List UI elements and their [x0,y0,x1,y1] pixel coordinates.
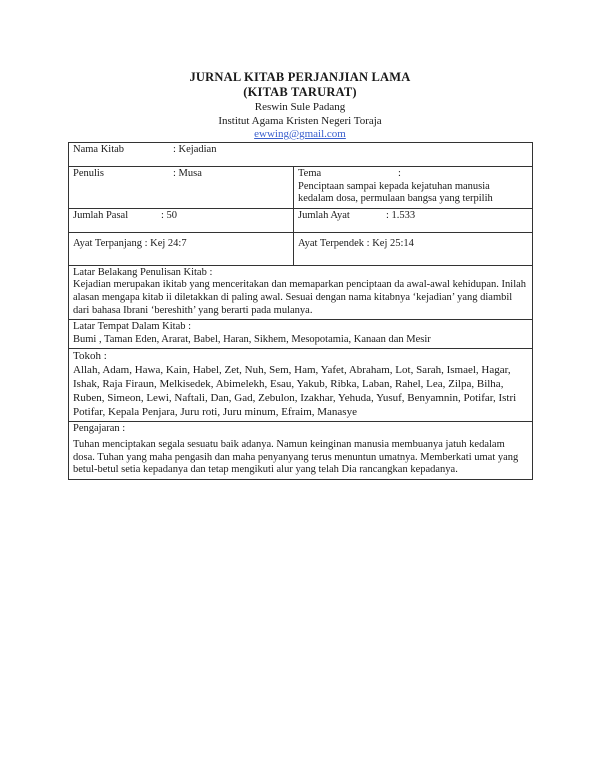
document-header [0,70,600,141]
jumlah-pasal-value: : 50 [161,209,178,221]
tokoh-text: Allah, Adam, Hawa, Kain, Habel, Zet, Nuh, Sem, Ham, Yafet, Abraham, Lot, Sarah, Ismael, Hagar, Ishak, Raja Firaun, Melkisedek, Abimelekh, Esau, Yakub, Ribka, Laban, Rahel, Lea, Zilpa, Bilha, Ruben, Simeon, Lewi, Naftali, Dan, Gad, Zebulon, Izakhar, Yehuda, Yusuf, Benyamnin, Potifar, Istri Potifar, Kepala Penjara, Juru roti, Juru minum, Efraim, Manasye [73,364,517,418]
jumlah-pasal-label: Jumlah Pasal [73,209,129,221]
cell-nama-kitab [69,143,533,167]
cell-latar-tempat [69,320,533,349]
row-tokoh [69,349,533,422]
journal-table [68,142,533,480]
jumlah-ayat-label: Jumlah Ayat [298,209,350,221]
nama-kitab-value: : Kejadian [173,144,217,155]
cell-latar-belakang [69,265,533,319]
row-nama-kitab [69,143,533,167]
email-link[interactable]: ewwing@gmail.com [254,128,346,140]
ayat-terpendek: Ayat Terpendek : Kej 25:14 [298,237,414,249]
tema-label: Tema [298,168,322,179]
penulis-value: : Musa [173,168,202,179]
tema-value: Penciptaan sampai kepada kejatuhan manusia kedalam dosa, permulaan bangsa yang terpilih [298,180,493,205]
row-jumlah [69,208,533,232]
document-title-line1: JURNAL KITAB PERJANJIAN LAMA [189,70,411,84]
pengajaran-label: Pengajaran : [73,423,126,435]
jumlah-ayat-value: : 1.533 [386,209,416,221]
cell-penulis [69,167,294,209]
institution-name: Institut Agama Kristen Negeri Toraja [218,115,382,127]
penulis-label: Penulis [73,168,104,179]
row-pengajaran [69,422,533,479]
latar-tempat-text: Bumi , Taman Eden, Ararat, Babel, Haran, Sikhem, Mesopotamia, Kanaan dan Mesir [73,333,431,345]
cell-jumlah-ayat [294,208,533,232]
author-name: Reswin Sule Padang [254,101,346,113]
pengajaran-text: Tuhan menciptakan segala sesuatu baik adanya. Namun keinginan manusia membuanya jatuh kedalam dosa. Tuhan yang maha pengasih dan maha penyanyang terus menuntun umatnya. Memberkati umat yang betul-betul setia kepadanya dan tetap mengikuti alur yang telah Dia rancangkan kepadanya. [73,438,519,476]
cell-tokoh [69,349,533,422]
tokoh-label: Tokoh : [73,350,107,363]
row-latar-tempat [69,320,533,349]
document-title-line2: (KITAB TARURAT) [243,85,357,99]
ayat-terpanjang: Ayat Terpanjang : Kej 24:7 [73,237,187,249]
row-penulis-tema [69,167,533,209]
tema-colon: : [398,168,401,179]
latar-belakang-text: Kejadian merupakan ikitab yang menceritakan dan memaparkan penciptaan da awal-awal kehidupan. Inilah alasan mengapa kitab ii diletakkan di paling awal. Sesuai dengan nama kitabnya ‘kejadian’ yang diambil dari bahasa Ibrani ‘bereshith’ yang berarti pada mulanya. [73,279,527,316]
cell-ayat-terpanjang [69,232,294,265]
cell-jumlah-pasal [69,208,294,232]
latar-tempat-label: Latar Tempat Dalam Kitab : [73,321,192,333]
cell-ayat-terpendek [294,232,533,265]
cell-pengajaran [69,422,533,479]
nama-kitab-label: Nama Kitab [73,144,125,155]
latar-belakang-label: Latar Belakang Penulisan Kitab : [73,266,213,278]
row-ayat [69,232,533,265]
cell-tema [294,167,533,209]
row-latar-belakang [69,265,533,319]
